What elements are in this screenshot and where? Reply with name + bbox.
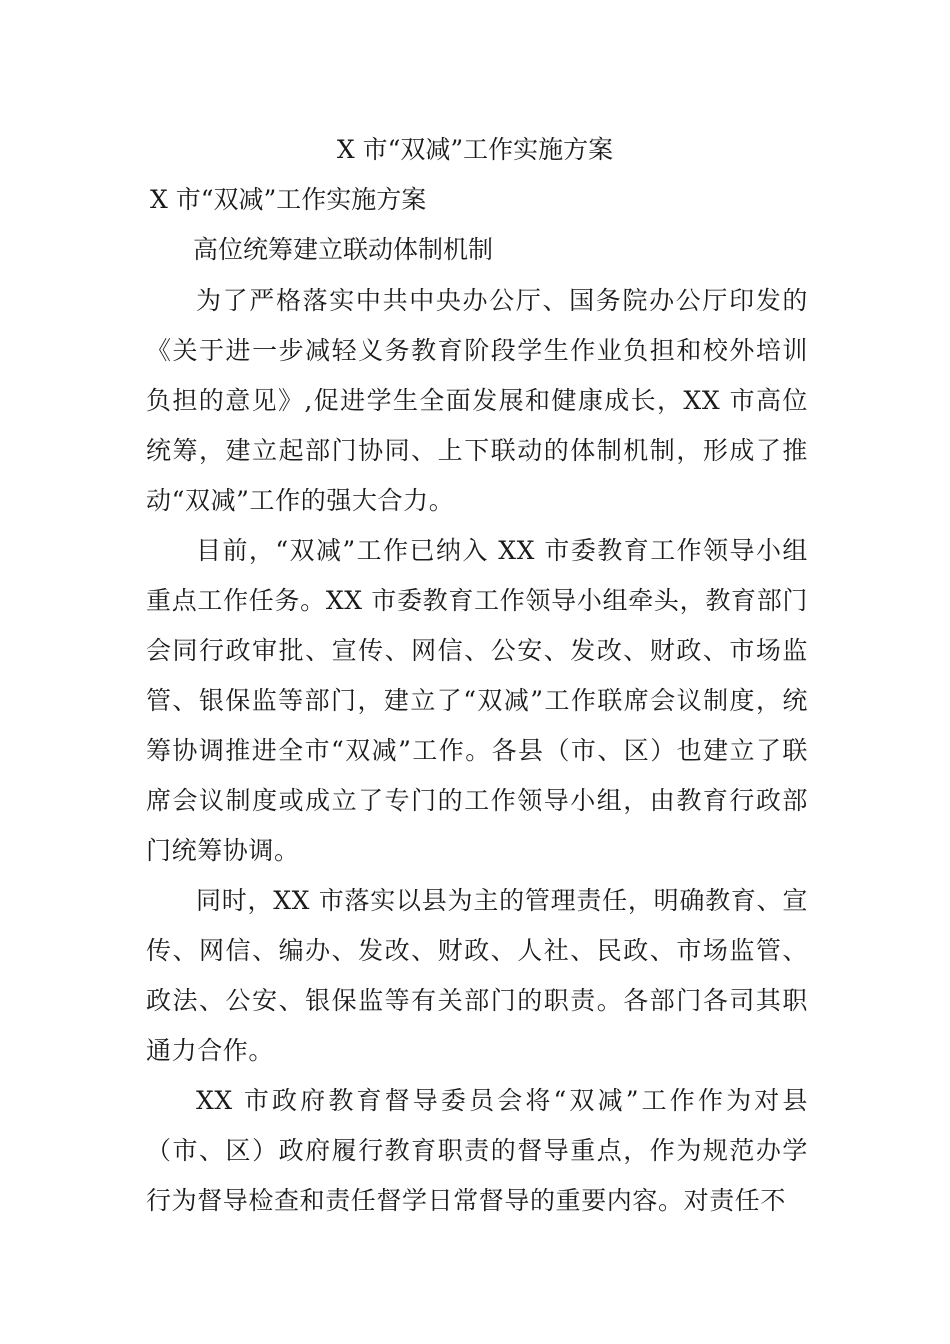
paragraph: 同时，XX 市落实以县为主的管理责任，明确教育、宣传、网信、编办、发改、财政、人社、民政、市场监管、政法、公安、银保监等有关部门的职责。各部门各司其职通力合作。 [146, 886, 808, 1065]
paragraph: 为了严格落实中共中央办公厅、国务院办公厅印发的《关于进一步减轻义务教育阶段学生作业负担和校外培训负担的意见》,促进学生全面发展和健康成长，XX 市高位统筹，建立起部门协同、上下联动的体制机制，形成了推动“双减”工作的强大合力。 [146, 286, 808, 515]
section-heading: 高位统筹建立联动体制机制 [193, 235, 494, 264]
document-subtitle: X 市“双减”工作实施方案 [150, 185, 427, 214]
paragraph: 目前，“双减”工作已纳入 XX 市委教育工作领导小组重点工作任务。XX 市委教育工作领导小组牵头，教育部门会同行政审批、宣传、网信、公安、发改、财政、市场监管、银保监等部门，建立了“双减”工作联席会议制度，统筹协调推进全市“双减”工作。各县（市、区）也建立了联席会议制度或成立了专门的工作领导小组，由教育行政部门统筹协调。 [146, 536, 808, 865]
document-title: X 市“双减”工作实施方案 [336, 135, 614, 164]
paragraph: XX 市政府教育督导委员会将“双减”工作作为对县（市、区）政府履行教育职责的督导重点，作为规范办学行为督导检查和责任督学日常督导的重要内容。对责任不 [146, 1086, 808, 1215]
